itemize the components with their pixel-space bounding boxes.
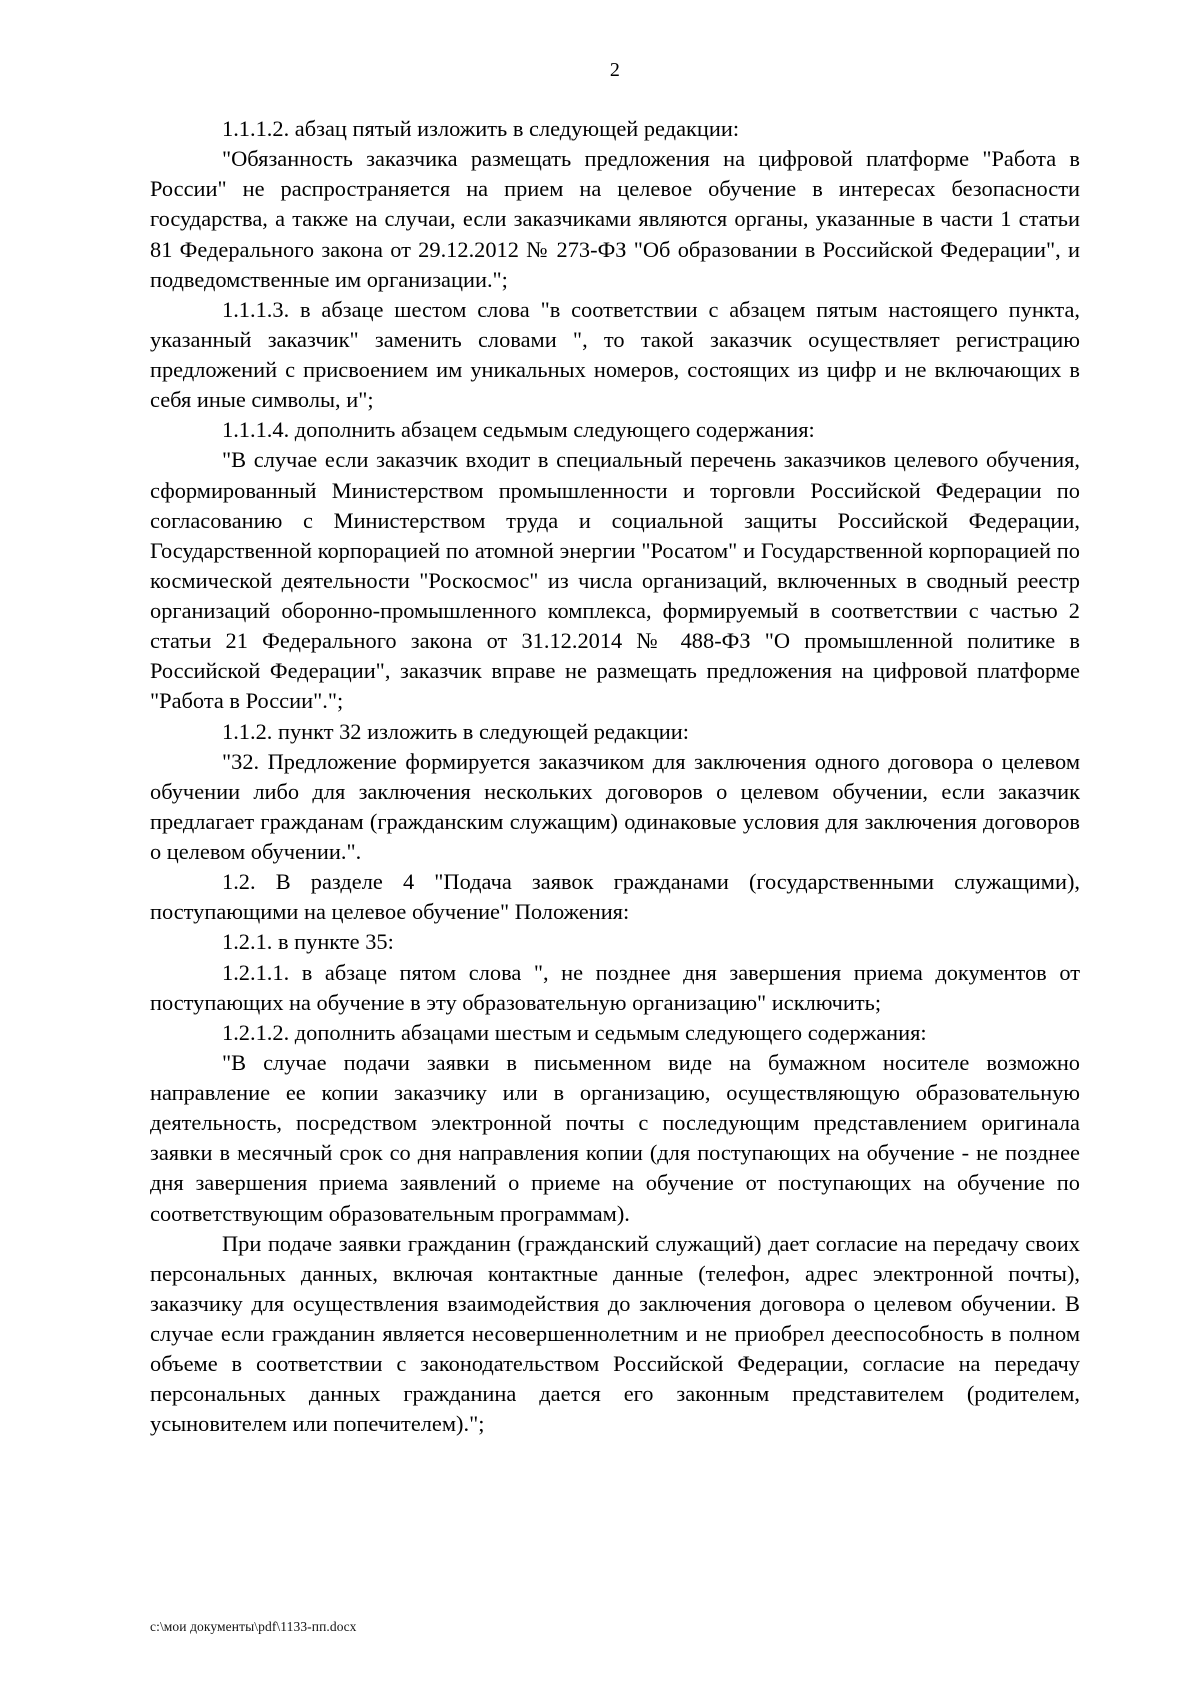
page-number: 2 (609, 59, 621, 81)
paragraph: 1.2. В разделе 4 "Подача заявок гражданами (государственными служащими), поступающими на целевое обучение" Положения: (150, 869, 1080, 925)
paragraph: "В случае если заказчик входит в специальный перечень заказчиков целевого обучения, сформированный Министерством промышленности и торговли Российской Федерации по согласованию с Министерством труда и социальной защиты Российской Федерации, Государственной корпорацией по атомной энергии "Росатом" и Государственной корпорацией по космической деятельности "Роскосмос" из числа организаций, включенных в сводный реестр организаций оборонно-промышленного комплекса, формируемый в соответствии с частью 2 статьи 21 Федерального закона от 31.12.2014 № 488-ФЗ "О промышленной политике в Российской Федерации", заказчик вправе не размещать предложения на цифровой платформе "Работа в России"."; (150, 447, 1080, 714)
document-body (150, 114, 1080, 1440)
paragraph: 1.2.1. в пункте 35: (222, 929, 394, 955)
paragraph: При подаче заявки гражданин (гражданский служащий) дает согласие на передачу своих персональных данных, включая контактные данные (телефон, адрес электронной почты), заказчику для осуществления взаимодействия до заключения договора о целевом обучении. В случае если гражданин является несовершеннолетним и не приобрел дееспособность в полном объеме в соответствии с законодательством Российской Федерации, согласие на передачу персональных данных гражданина дается его законным представителем (родителем, усыновителем или попечителем)."; (150, 1230, 1080, 1437)
paragraph: "Обязанность заказчика размещать предложения на цифровой платформе "Работа в России" не распространяется на прием на целевое обучение в интересах безопасности государства, а также на случаи, если заказчиками являются органы, указанные в части 1 статьи 81 Федерального закона от 29.12.2012 № 273-ФЗ "Об образовании в Российской Федерации", и подведомственные им организации."; (150, 146, 1080, 292)
footer-file-path: c:\мои документы\pdf\1133-пп.docx (150, 1619, 357, 1634)
paragraph: 1.2.1.2. дополнить абзацами шестым и седьмым следующего содержания: (222, 1019, 927, 1045)
paragraph: 1.1.1.2. абзац пятый изложить в следующей редакции: (222, 116, 740, 141)
paragraph: 1.2.1.1. в абзаце пятом слова ", не позднее дня завершения приема документов от поступающих на обучение в эту образовательную организацию" исключить; (150, 959, 1080, 1015)
paragraph: 1.1.2. пункт 32 изложить в следующей редакции: (222, 718, 689, 744)
paragraph: 1.1.1.3. в абзаце шестом слова "в соответствии с абзацем пятым настоящего пункта, указанный заказчик" заменить словами ", то такой заказчик осуществляет регистрацию предложений с присвоением им уникальных номеров, состоящих из цифр и не включающих в себя иные символы, и"; (150, 296, 1080, 413)
paragraph: "В случае подачи заявки в письменном виде на бумажном носителе возможно направление ее копии заказчику или в организацию, осуществляющую образовательную деятельность, посредством электронной почты с последующим представлением оригинала заявки в месячный срок со дня направления копии (для поступающих на обучение - не позднее дня завершения приема заявлений о приеме на обучение от поступающих на обучение по соответствующим образовательным программам). (150, 1049, 1080, 1226)
paragraph: 1.1.1.4. дополнить абзацем седьмым следующего содержания: (222, 417, 815, 443)
paragraph: "32. Предложение формируется заказчиком для заключения одного договора о целевом обучении либо для заключения нескольких договоров о целевом обучении, если заказчик предлагает гражданам (гражданским служащим) одинаковые условия для заключения договоров о целевом обучении.". (150, 748, 1080, 864)
